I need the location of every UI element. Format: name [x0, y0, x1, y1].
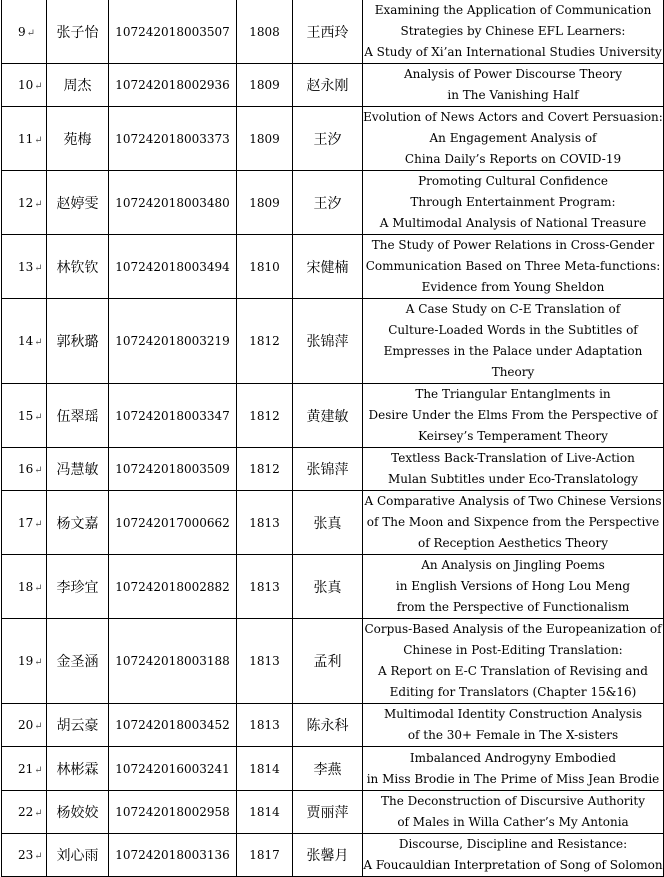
title-line: The Triangular Entanglments in — [415, 387, 611, 401]
thesis-title — [363, 0, 664, 64]
class-number: 1814 — [237, 747, 293, 791]
student-id: 107242018003480 — [109, 171, 237, 235]
student-id: 107242018003347 — [109, 384, 237, 448]
class-number: 1812 — [237, 384, 293, 448]
row-number: 14↵ — [2, 299, 47, 384]
thesis-table — [1, 0, 664, 877]
title-line: Editing for Translators (Chapter 15&16) — [389, 685, 637, 699]
title-line: A Report on E-C Translation of Revising and — [378, 664, 648, 678]
title-line: Multimodal Identity Construction Analysis — [384, 707, 642, 721]
student-id: 107242018003136 — [109, 834, 237, 877]
thesis-title — [363, 299, 664, 384]
tutor-name: 陈永科 — [293, 704, 363, 747]
title-line: of Reception Aesthetics Theory — [417, 536, 609, 550]
class-number: 1817 — [237, 834, 293, 877]
thesis-title — [363, 619, 664, 704]
class-number: 1809 — [237, 64, 293, 107]
title-line: An Engagement Analysis of — [429, 131, 597, 145]
title-line: from the Perspective of Functionalism — [396, 600, 630, 614]
thesis-title — [363, 747, 664, 791]
student-id: 107242017000662 — [109, 491, 237, 555]
table-row — [2, 791, 664, 834]
class-number: 1814 — [237, 791, 293, 834]
student-id: 107242018003507 — [109, 0, 237, 64]
title-line: Keirsey’s Temperament Theory — [418, 429, 608, 443]
tutor-name: 张锦萍 — [293, 448, 363, 491]
student-name: 林彬霖 — [47, 747, 109, 791]
row-number: 10↵ — [2, 64, 47, 107]
row-number: 12↵ — [2, 171, 47, 235]
tutor-name: 张真 — [293, 555, 363, 619]
title-line: Communication Based on Three Meta-functions: — [365, 259, 661, 273]
student-id: 107242018003509 — [109, 448, 237, 491]
row-number: 11↵ — [2, 107, 47, 171]
student-name: 周杰 — [47, 64, 109, 107]
row-number: 20↵ — [2, 704, 47, 747]
table-row — [2, 384, 664, 448]
title-line: Culture-Loaded Words in the Subtitles of — [388, 323, 638, 337]
tutor-name: 孟利 — [293, 619, 363, 704]
title-line: Empresses in the Palace under Adaptation Theory — [383, 344, 643, 379]
class-number: 1810 — [237, 235, 293, 299]
student-name: 刘心雨 — [47, 834, 109, 877]
thesis-table-body — [2, 0, 664, 877]
student-name: 林钦钦 — [47, 235, 109, 299]
title-line: Corpus-Based Analysis of the Europeanization of — [364, 622, 662, 636]
student-name: 冯慧敏 — [47, 448, 109, 491]
student-name: 伍翠瑶 — [47, 384, 109, 448]
thesis-title — [363, 171, 664, 235]
tutor-name: 张真 — [293, 491, 363, 555]
table-row — [2, 299, 664, 384]
student-name: 苑梅 — [47, 107, 109, 171]
title-line: Evidence from Young Sheldon — [421, 280, 605, 294]
title-line: in The Vanishing Half — [447, 88, 579, 102]
row-number: 9↵ — [2, 0, 47, 64]
title-line: in English Versions of Hong Lou Meng — [395, 579, 631, 593]
table-row — [2, 0, 664, 64]
student-id: 107242018002958 — [109, 791, 237, 834]
student-name: 金圣涵 — [47, 619, 109, 704]
title-line: An Analysis on Jingling Poems — [421, 558, 605, 572]
thesis-title — [363, 235, 664, 299]
title-line: Imbalanced Androgyny Embodied — [409, 750, 617, 765]
row-number: 15↵ — [2, 384, 47, 448]
title-line: Promoting Cultural Confidence — [418, 174, 608, 188]
tutor-name: 黄建敏 — [293, 384, 363, 448]
title-line: The Study of Power Relations in Cross-Gender — [371, 238, 655, 252]
student-id: 107242018003188 — [109, 619, 237, 704]
title-line: A Foucauldian Interpretation of Song of Solomon — [363, 858, 663, 872]
tutor-name: 张馨月 — [293, 834, 363, 877]
thesis-title — [363, 834, 664, 877]
student-name: 赵婷雯 — [47, 171, 109, 235]
title-line: Desire Under the Elms From the Perspective of — [368, 408, 658, 422]
row-number: 19↵ — [2, 619, 47, 704]
student-id: 107242018003219 — [109, 299, 237, 384]
thesis-title — [363, 491, 664, 555]
title-line: Evolution of News Actors and Covert Persuasion: — [363, 110, 663, 124]
student-name: 杨姣姣 — [47, 791, 109, 834]
title-line: Chinese in Post-Editing Translation: — [403, 643, 623, 657]
tutor-name: 贾丽萍 — [293, 791, 363, 834]
title-line: of The Moon and Sixpence from the Perspective — [366, 515, 660, 529]
student-name: 李珍宜 — [47, 555, 109, 619]
table-row — [2, 747, 664, 791]
title-line: A Study of Xi’an International Studies University — [364, 45, 662, 59]
table-row — [2, 64, 664, 107]
thesis-title — [363, 64, 664, 107]
title-line: in Miss Brodie in The Prime of Miss Jean Brodie — [366, 771, 660, 786]
thesis-title — [363, 555, 664, 619]
student-id: 107242018003494 — [109, 235, 237, 299]
title-line: of Males in Willa Cather’s My Antonia — [397, 815, 629, 829]
title-line: A Multimodal Analysis of National Treasure — [379, 216, 647, 230]
student-name: 胡云豪 — [47, 704, 109, 747]
title-line: The Deconstruction of Discursive Authority — [381, 794, 645, 808]
title-line: of the 30+ Female in The X-sisters — [407, 728, 619, 742]
student-id: 107242016003241 — [109, 747, 237, 791]
tutor-name: 李燕 — [293, 747, 363, 791]
tutor-name: 王西玲 — [293, 0, 363, 64]
thesis-title — [363, 384, 664, 448]
class-number: 1809 — [237, 107, 293, 171]
table-row — [2, 491, 664, 555]
student-id: 107242018003452 — [109, 704, 237, 747]
title-line: Analysis of Power Discourse Theory — [403, 67, 623, 81]
row-number: 22↵ — [2, 791, 47, 834]
class-number: 1813 — [237, 619, 293, 704]
row-number: 23↵ — [2, 834, 47, 877]
student-id: 107242018002936 — [109, 64, 237, 107]
thesis-title — [363, 704, 664, 747]
table-row — [2, 171, 664, 235]
title-line: Discourse, Discipline and Resistance: — [398, 837, 628, 851]
title-line: Through Entertainment Program: — [410, 195, 616, 209]
row-number: 21↵ — [2, 747, 47, 791]
row-number: 16↵ — [2, 448, 47, 491]
class-number: 1813 — [237, 491, 293, 555]
tutor-name: 宋健楠 — [293, 235, 363, 299]
title-line: Mulan Subtitles under Eco-Translatology — [387, 472, 639, 486]
title-line: Textless Back-Translation of Live-Action — [391, 451, 635, 465]
title-line: A Case Study on C-E Translation of — [405, 302, 621, 316]
student-name: 郭秋璐 — [47, 299, 109, 384]
table-row — [2, 107, 664, 171]
row-number: 13↵ — [2, 235, 47, 299]
title-line: A Comparative Analysis of Two Chinese Versions — [364, 494, 662, 508]
table-row — [2, 834, 664, 877]
class-number: 1812 — [237, 299, 293, 384]
table-row — [2, 555, 664, 619]
thesis-title — [363, 791, 664, 834]
title-line: Examining the Application of Communication — [374, 3, 652, 17]
thesis-title — [363, 107, 664, 171]
student-id: 107242018003373 — [109, 107, 237, 171]
class-number: 1808 — [237, 0, 293, 64]
table-row — [2, 704, 664, 747]
tutor-name: 赵永刚 — [293, 64, 363, 107]
title-line: Strategies by Chinese EFL Learners: — [400, 24, 626, 38]
row-number: 17↵ — [2, 491, 47, 555]
tutor-name: 张锦萍 — [293, 299, 363, 384]
table-row — [2, 619, 664, 704]
class-number: 1812 — [237, 448, 293, 491]
tutor-name: 王汐 — [293, 107, 363, 171]
class-number: 1809 — [237, 171, 293, 235]
table-row — [2, 235, 664, 299]
class-number: 1813 — [237, 555, 293, 619]
title-line: China Daily’s Reports on COVID-19 — [404, 152, 622, 166]
row-number: 18↵ — [2, 555, 47, 619]
student-id: 107242018002882 — [109, 555, 237, 619]
student-name: 张子怡 — [47, 0, 109, 64]
student-name: 杨文嘉 — [47, 491, 109, 555]
thesis-title — [363, 448, 664, 491]
class-number: 1813 — [237, 704, 293, 747]
tutor-name: 王汐 — [293, 171, 363, 235]
table-row — [2, 448, 664, 491]
